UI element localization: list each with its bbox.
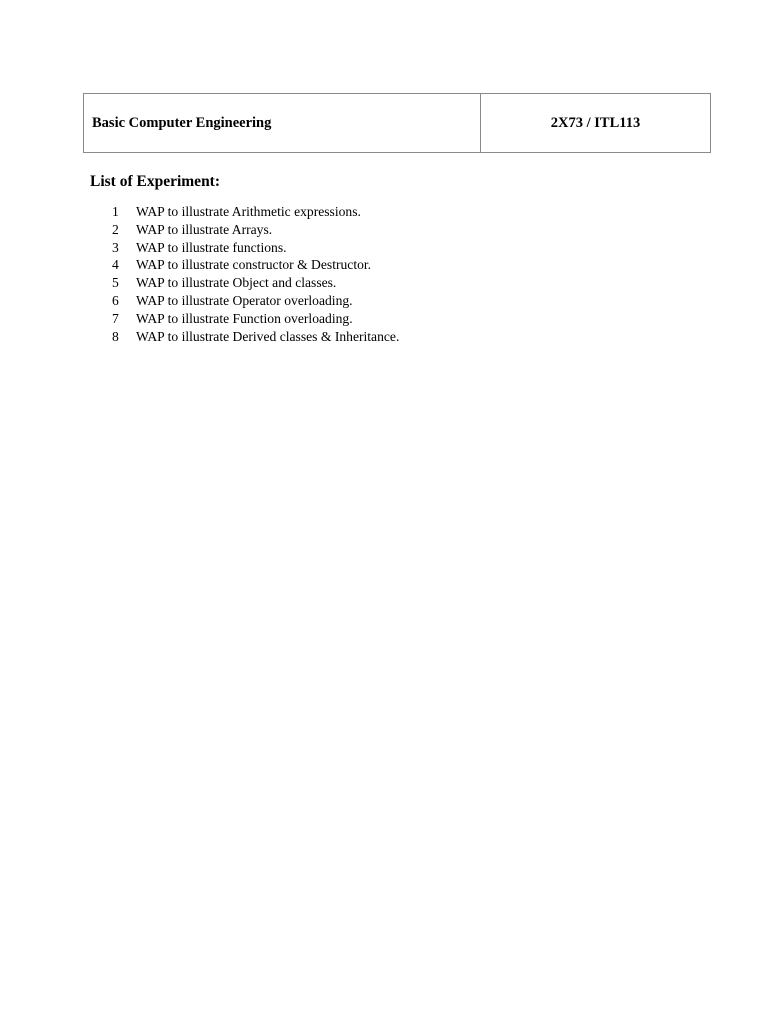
experiment-text: WAP to illustrate Arithmetic expressions. [136, 204, 361, 219]
experiment-list-heading: List of Experiment: [90, 173, 221, 190]
experiment-number: 3 [112, 239, 119, 255]
experiment-text: WAP to illustrate constructor & Destructor. [136, 257, 372, 273]
experiment-item [100, 256, 399, 274]
experiment-item [100, 292, 399, 310]
course-title: Basic Computer Engineering [84, 94, 481, 152]
experiment-number: 8 [112, 328, 119, 344]
experiment-list [100, 203, 399, 345]
experiment-item [100, 239, 399, 257]
experiment-text: WAP to illustrate Operator overloading. [136, 292, 353, 308]
experiment-number: 4 [112, 257, 119, 273]
experiment-item [100, 203, 399, 221]
course-code: 2X73 / ITL113 [550, 114, 641, 131]
experiment-number: 5 [112, 275, 119, 291]
experiment-number: 6 [112, 292, 119, 308]
experiment-item [100, 328, 399, 346]
experiment-number: 2 [112, 221, 119, 237]
experiment-item [100, 274, 399, 292]
experiment-number: 7 [112, 310, 119, 326]
course-header-table [83, 93, 711, 153]
experiment-number: 1 [112, 204, 119, 219]
experiment-text: WAP to illustrate functions. [136, 239, 287, 255]
experiment-text: WAP to illustrate Arrays. [136, 221, 273, 237]
experiment-item [100, 310, 399, 328]
experiment-item [100, 221, 399, 239]
experiment-text: WAP to illustrate Object and classes. [136, 275, 337, 291]
experiment-text: WAP to illustrate Function overloading. [136, 310, 353, 326]
experiment-text: WAP to illustrate Derived classes & Inheritance. [136, 328, 400, 344]
